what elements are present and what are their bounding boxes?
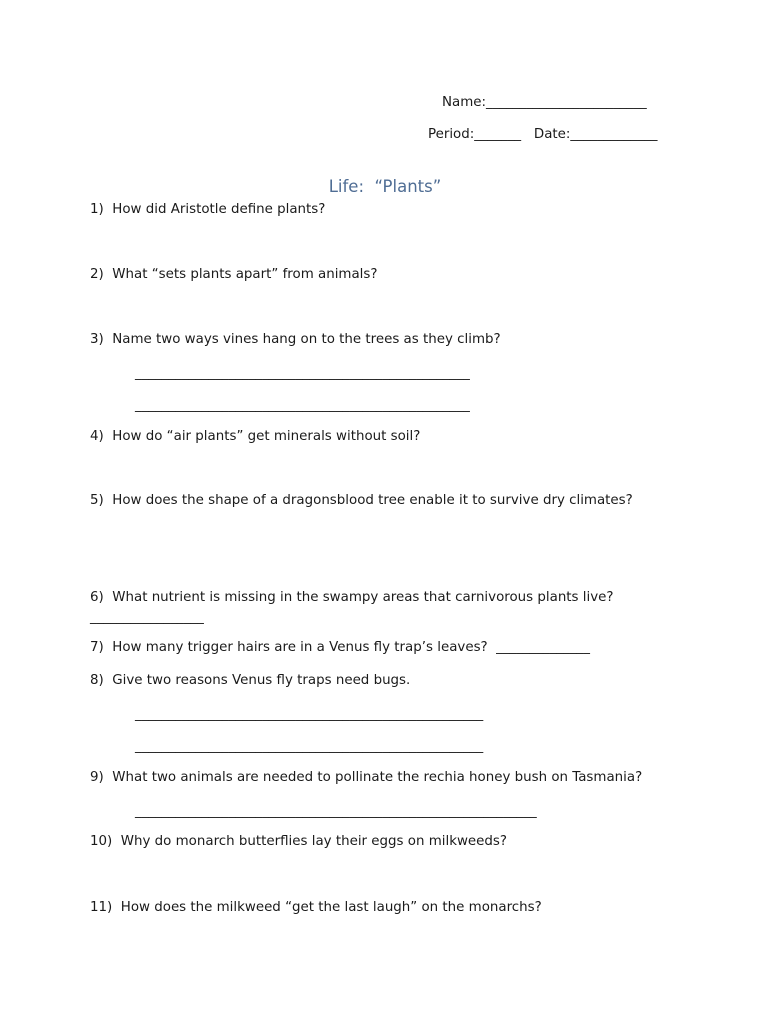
question-8: 8) Give two reasons Venus fly traps need bugs. — [90, 673, 411, 688]
name-field: Name:________________________ — [442, 95, 647, 110]
question-2: 2) What “sets plants apart” from animals? — [90, 267, 378, 282]
answer-line-3a: __________________________________________________ — [135, 366, 470, 381]
question-9: 9) What two animals are needed to pollinate the rechia honey bush on Tasmania? — [90, 770, 643, 785]
answer-line-6: _________________ — [90, 610, 204, 625]
period-date-field: Period:_______ Date:_____________ — [428, 127, 658, 142]
answer-line-9: ____________________________________________________________ — [135, 804, 537, 819]
worksheet-title: Life: “Plants” — [328, 177, 442, 196]
question-4: 4) How do “air plants” get minerals without soil? — [90, 429, 421, 444]
question-10: 10) Why do monarch butterflies lay their eggs on milkweeds? — [90, 834, 507, 849]
answer-line-8b: ____________________________________________________ — [135, 739, 484, 754]
question-5: 5) How does the shape of a dragonsblood tree enable it to survive dry climates? — [90, 493, 633, 508]
question-6: 6) What nutrient is missing in the swampy areas that carnivorous plants live? — [90, 590, 614, 605]
question-1: 1) How did Aristotle define plants? — [90, 202, 326, 217]
question-11: 11) How does the milkweed “get the last laugh” on the monarchs? — [90, 900, 542, 915]
answer-line-8a: ____________________________________________________ — [135, 707, 484, 722]
question-3: 3) Name two ways vines hang on to the trees as they climb? — [90, 332, 501, 347]
answer-line-3b: __________________________________________________ — [135, 398, 470, 413]
question-7: 7) How many trigger hairs are in a Venus fly trap’s leaves? ______________ — [90, 640, 590, 655]
